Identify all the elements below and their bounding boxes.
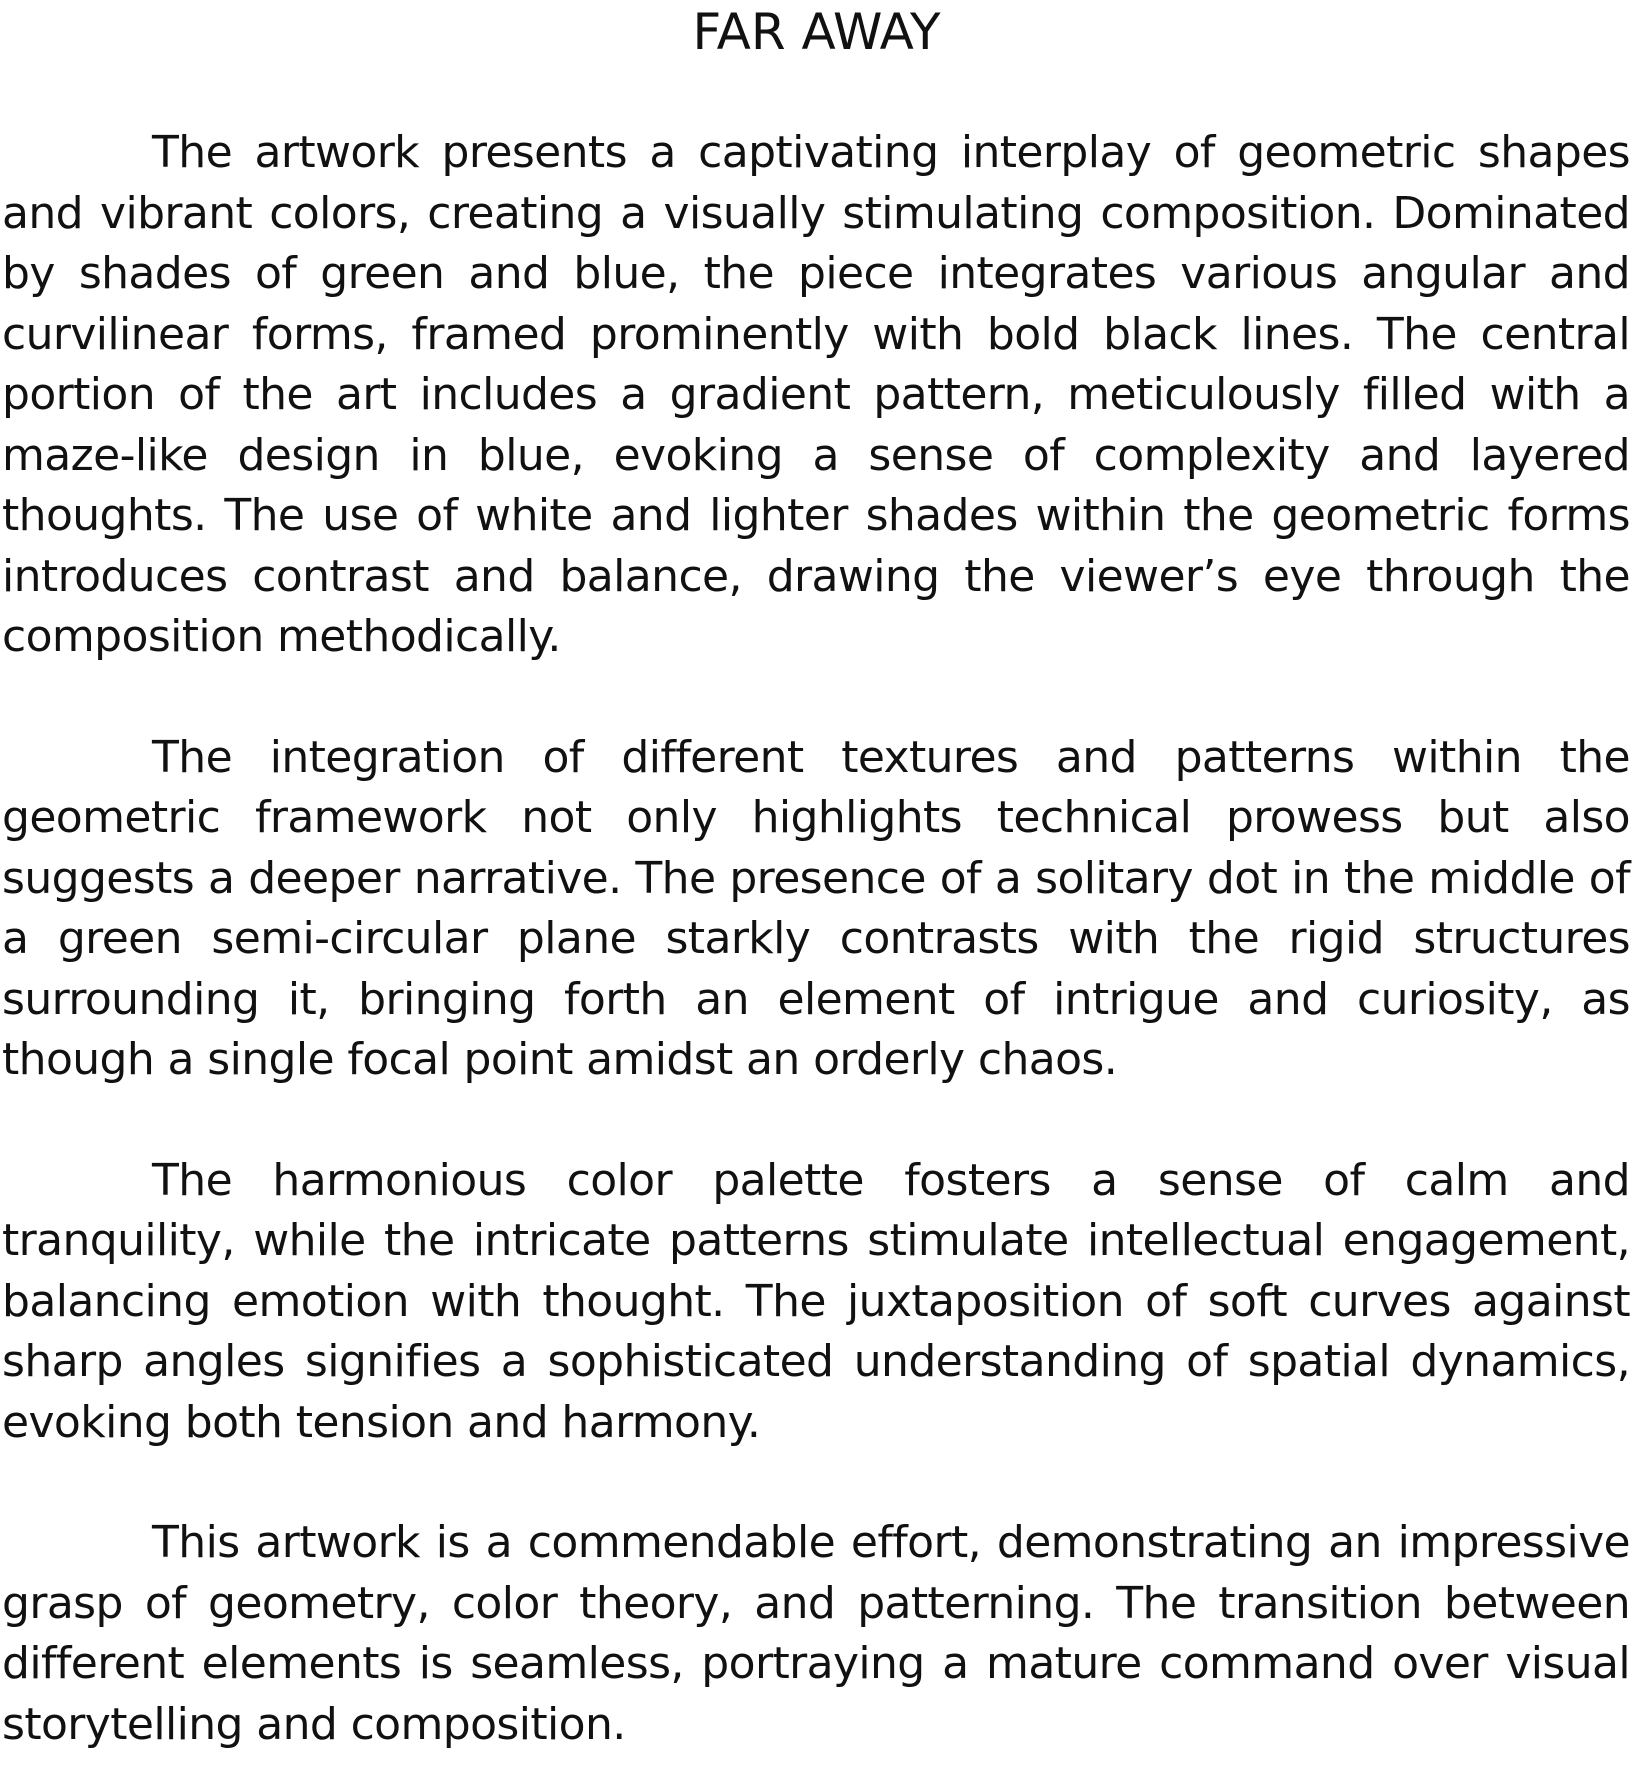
document-title: FAR AWAY (692, 3, 941, 61)
paragraph-2: The integration of different textures and patterns within the geometric framework not only highlights technical prowess but also suggests a deeper narrative. The presence of a solitary dot in the middle of a green semi-circular plane starkly contrasts with the rigid structures surrounding it, bringing forth an element of intrigue and curiosity, as though a single focal point amidst an orderly chaos. (2, 731, 1630, 1085)
paragraph-3: The harmonious color palette fosters a sense of calm and tranquility, while the intricate patterns stimulate intellectual engagement, balancing emotion with thought. The juxtaposition of soft curves against sharp angles signifies a sophisticated understanding of spatial dynamics, evoking both tension and harmony. (2, 1154, 1630, 1448)
document-body (2, 123, 1630, 1755)
paragraph-1: The artwork presents a captivating interplay of geometric shapes and vibrant colors, creating a visually stimulating composition. Dominated by shades of green and blue, the piece integrates various angular and curvilinear forms, framed prominently with bold black lines. The central portion of the art includes a gradient pattern, meticulously filled with a maze-like design in blue, evoking a sense of complexity and layered thoughts. The use of white and lighter shades within the geometric forms introduces contrast and balance, drawing the viewer’s eye through the composition methodically. (2, 127, 1630, 662)
paragraph-4: This artwork is a commendable effort, demonstrating an impressive grasp of geometry, color theory, and patterning. The transition between different elements is seamless, portraying a mature command over visual storytelling and composition. (2, 1517, 1630, 1750)
